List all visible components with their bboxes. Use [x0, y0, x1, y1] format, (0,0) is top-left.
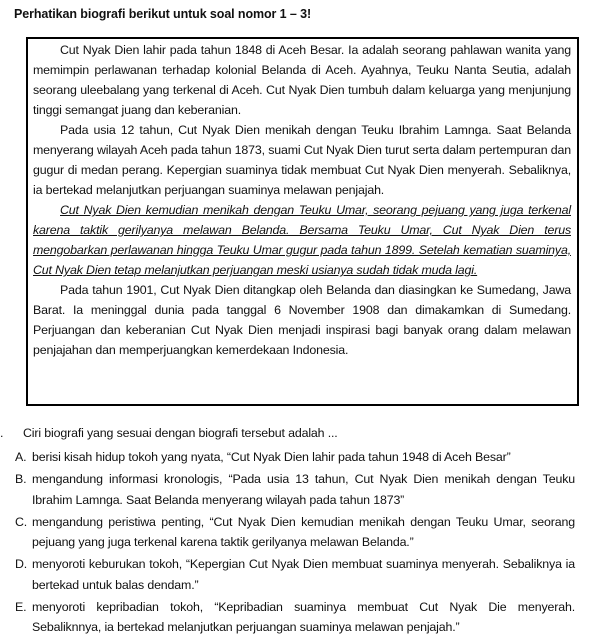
biography-paragraph-3-underlined: Cut Nyak Dien kemudian menikah dengan Teuku Umar, seorang pejuang yang juga terkenal karena taktik gerilyanya melawan Belanda. Bersama Teuku Umar, Cut Nyak Dien terus mengobarkan perlawanan hingga Teuku Umar gugur pada tahun 1899. Setelah kematian suaminya, Cut Nyak Dien tetap melanjutkan perjuangan meski usianya sudah tidak muda lagi.	[33, 203, 571, 277]
option-letter: C.	[15, 514, 28, 529]
biography-paragraph-1: Cut Nyak Dien lahir pada tahun 1848 di Aceh Besar. Ia adalah seorang pahlawan wanita yang memimpin perlawanan terhadap kolonial Belanda di Aceh. Ayahnya, Teuku Nanta Seutia, adalah seorang uleebalang yang terkenal di Aceh. Cut Nyak Dien tumbuh dalam keluarga yang menjunjung tinggi semangat juang dan keberanian.	[33, 43, 571, 117]
biography-paragraph-4: Pada tahun 1901, Cut Nyak Dien ditangkap oleh Belanda dan diasingkan ke Sumedang, Jawa Barat. Ia meninggal dunia pada tanggal 6 November 1908 dan dimakamkan di Sumedang. Perjuangan dan keberanian Cut Nyak Dien menjadi inspirasi bagi banyak orang dalam melawan penjajahan dan memperjuangkan kemerdekaan Indonesia.	[33, 283, 571, 357]
option-letter: B.	[15, 472, 27, 486]
option-a[interactable]	[15, 447, 575, 468]
option-letter: D.	[15, 557, 28, 571]
page-heading: Perhatikan biografi berikut untuk soal nomor 1 – 3!	[14, 7, 312, 21]
biography-paragraph-2: Pada usia 12 tahun, Cut Nyak Dien menikah dengan Teuku Ibrahim Lamnga. Saat Belanda menyerang wilayah Aceh pada tahun 1873, suami Cut Nyak Dien turut serta dalam pertempuran dan gugur di medan perang. Kepergian suaminya tidak membuat Cut Nyak Dien menyerah. Sebaliknya, ia bertekad melanjutkan perjuangan suaminya melawan penjajah.	[33, 123, 571, 197]
option-text: mengandung informasi kronologis, “Pada usia 13 tahun, Cut Nyak Dien menikah dengan Teuku Ibrahim Lamnga. Saat Belanda menyerang wilayah pada tahun 1873”	[32, 472, 575, 507]
option-text: menyoroti kepribadian tokoh, “Kepribadian suaminya membuat Cut Nyak Die menyerah. Sebaliknnya, ia bertekad melanjutkan perjuangan suaminya melawan penjajah.”	[32, 599, 575, 634]
answer-options	[15, 447, 575, 639]
option-text: mengandung peristiwa penting, “Cut Nyak Dien kemudian menikah dengan Teuku Umar, seorang pejuang yang juga terkenal karena taktik gerilyanya melawan Belanda.”	[32, 514, 575, 549]
option-d[interactable]	[15, 554, 575, 595]
question-text: Ciri biografi yang sesuai dengan biografi tersebut adalah ...	[23, 426, 338, 440]
option-text: menyoroti keburukan tokoh, “Kepergian Cut Nyak Dien membuat suaminya menyerah. Sebaliknya ia bertekad untuk balas dendam.”	[32, 557, 575, 592]
option-e[interactable]	[15, 597, 575, 638]
question-stem	[0, 426, 338, 440]
option-text: berisi kisah hidup tokoh yang nyata, “Cut Nyak Dien lahir pada tahun 1948 di Aceh Besar”	[32, 450, 511, 464]
question-number: .	[0, 426, 4, 440]
option-c[interactable]	[15, 512, 575, 553]
option-letter: E.	[15, 599, 27, 614]
biography-box	[26, 37, 579, 406]
option-letter: A.	[15, 450, 27, 464]
option-b[interactable]	[15, 469, 575, 510]
